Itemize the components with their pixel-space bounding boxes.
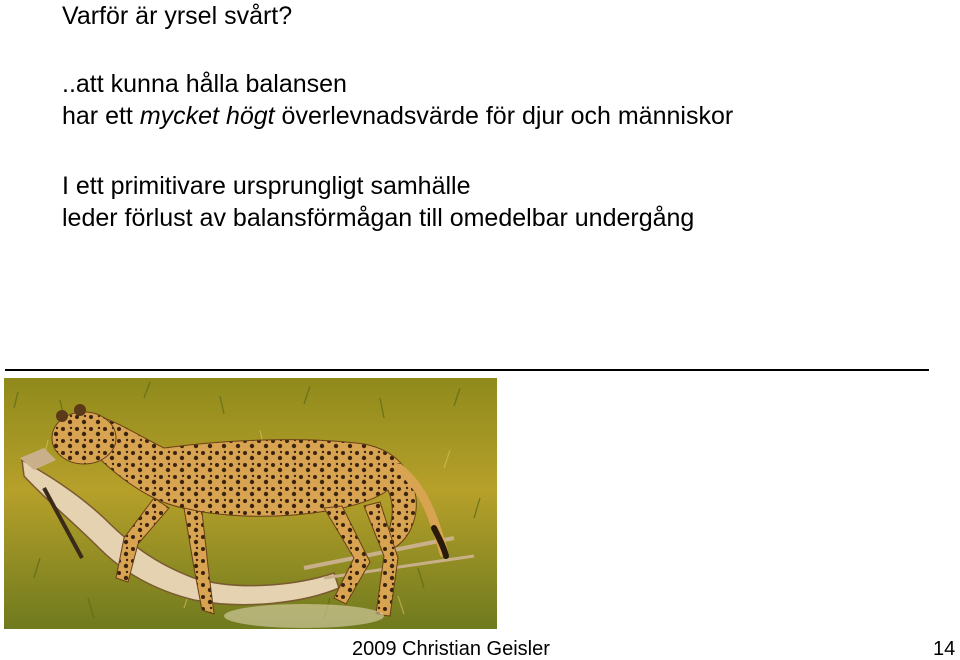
primitive-society-statement: [62, 170, 694, 234]
page-number: 14: [933, 638, 956, 660]
slide-title: Varför är yrsel svårt?: [62, 2, 293, 30]
footer-copyright: 2009 Christian Geisler: [352, 638, 550, 660]
balance-line-1: ..att kunna hålla balansen: [62, 70, 347, 98]
balance-line-2: [62, 100, 733, 132]
balance-line-2-suffix: överlevnadsvärde för djur och människor: [274, 102, 734, 130]
balance-statement: [62, 68, 733, 132]
cheetah-photo: [4, 378, 497, 629]
horizontal-divider: [5, 369, 929, 371]
cheetah-catching-gazelle-photo: [4, 378, 497, 629]
balance-line-2-prefix: har ett: [62, 102, 140, 130]
society-line-2: leder förlust av balansförmågan till omedelbar undergång: [62, 204, 695, 232]
balance-line-2-emphasis: mycket högt: [139, 102, 275, 130]
society-line-1: I ett primitivare ursprungligt samhälle: [62, 172, 471, 200]
